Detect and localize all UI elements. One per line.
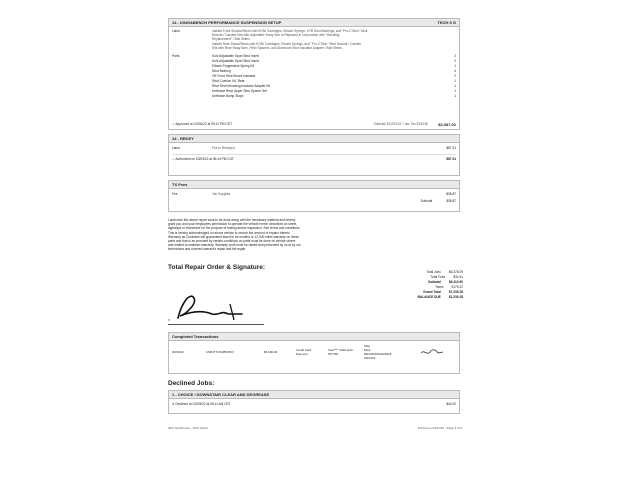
fee-label: Fee [172, 192, 178, 196]
fees-title: TX Fees [172, 182, 188, 187]
totals-value: $1,239.28 [448, 295, 463, 299]
totals-value: $7,239.28 [448, 290, 463, 294]
job-section-suspension [168, 18, 460, 130]
document-page [158, 12, 476, 470]
declined-job-title: 1 - CHOICE / DOWNSTAIR CLEAR AND DEGREASE [172, 392, 270, 397]
job-title: 14 - KING&BENCH PERFORMANCE SUSPENSION SETUP [172, 20, 282, 25]
totals-label: Taxes [435, 285, 444, 289]
part-name: Eibach Progressive Spring Kit [212, 64, 255, 69]
part-qty: 4 [454, 69, 456, 74]
declined-status: ✗ Declined on 03/03/22 at 09:11 AM CDT [172, 402, 231, 406]
transaction-signature-image [420, 347, 444, 357]
part-qty: 1 [454, 79, 456, 84]
declined-job-section [168, 390, 460, 414]
fee-description: Job Supplies [212, 192, 231, 196]
job-total: $3,087.02 [438, 122, 456, 127]
transactions-section [168, 332, 460, 374]
part-name: Urethane Rear Upper Strut Spacer Set [212, 89, 267, 94]
job-section-rekey [168, 134, 460, 176]
declined-amount: $44.00 [446, 402, 456, 406]
part-name: Strut Cushion Kit, Rear [212, 79, 245, 84]
transaction-meta [364, 344, 414, 360]
totals-value: $34.51 [453, 275, 463, 279]
disclaimer-line: and related to maintain warranty. Warranty work must be raised and performed by us at by our [168, 243, 301, 248]
labor-row [169, 146, 459, 151]
labor-line: Kits with Rear Sway Bars, Pinto Spacers, and Aluminum Strut Insulator Adapter / Bolt Shims [212, 45, 342, 50]
declined-job-header [169, 391, 459, 399]
meta-line: REVADS9S2922926 [364, 352, 392, 356]
transaction-amount: $6,000.00 [264, 350, 278, 354]
authorization-disclaimer [168, 218, 368, 252]
transaction-ref: CSBJ7TUSN89XDIV [206, 350, 234, 354]
job-approval-row [169, 122, 459, 127]
totals-row [363, 295, 463, 300]
fee-subtotal-row [169, 199, 459, 204]
job-header [169, 135, 459, 143]
meta-line: ARC019 [364, 356, 376, 360]
job-approval-row [169, 157, 459, 162]
totals-label: Grand Total [423, 290, 441, 294]
labor-line: Installs Front Shocks/Struts with KONI Cartridges, Eibach Springs, KYB Strut Bearings, and "Pro-C'Ston" Strut [212, 29, 368, 33]
fees-header [169, 181, 459, 189]
transactions-title: Completed Transactions [172, 334, 219, 339]
labor-line: Installs Rear Shock/Struts with KONI Cartridges, Eibach Springs, and "Pro-C'Ston" Strut Mounts / Camber [212, 41, 362, 46]
totals-value: $6,413.60 [448, 280, 463, 284]
disclaimer-line: I authorize the above repair work to be done along with the necessary material and hereby [168, 218, 296, 222]
declined-row [169, 402, 459, 407]
totals-label: Subtotal [428, 280, 441, 284]
totals-label: Total Jobs [426, 270, 441, 274]
part-qty: 1 [454, 64, 456, 69]
part-qty: 1 [454, 89, 456, 94]
part-name: Rear Strut Mounting Insulator Adapter Kit [212, 84, 271, 89]
labor-line: Mounts / Camber Kits with Adjustable Sway Sub to Replaced in conjunction with "Handling [212, 33, 340, 38]
signature-x: X [168, 318, 171, 322]
fee-subtotal: $38.87 [446, 199, 456, 203]
totals-title: Total Repair Order & Signature: [168, 264, 266, 271]
totals-value: $6,378.09 [448, 270, 463, 274]
totals-label: Total Fees [430, 275, 446, 279]
parts-list [212, 54, 456, 99]
parts-block [169, 52, 459, 101]
declined-heading: Declined Jobs: [168, 380, 215, 387]
fee-amount: $38.87 [446, 192, 456, 196]
labor-amount: $87.91 [446, 146, 456, 150]
job-header [169, 19, 459, 27]
transaction-card: Visa**** 4416 Auth: 597768 [328, 348, 354, 356]
part-name: Strut Bearing [212, 69, 231, 74]
part-row [212, 94, 456, 99]
part-qty: 2 [454, 54, 456, 59]
job-title: 14 - REKEY [172, 136, 194, 141]
transaction-method: Credit Card Payment [296, 348, 312, 356]
disclaimer-line: Warranty as Contracts will guaranteed stand to be months or 12,000 miles warranty on these [168, 234, 299, 239]
transaction-row [169, 341, 459, 363]
disclaimer-line: technicians and covered warrant's repair and fail repair. [168, 247, 247, 252]
footer-right: Printed on 03/11/22 - Page 4 of 5 [418, 426, 462, 430]
labor-label: Labor [172, 29, 181, 33]
disclaimer-line: grant you and your employees permission to operate the vehicle herein described on street, [168, 222, 298, 227]
part-qty: 2 [454, 59, 456, 64]
part-qty: 1 [454, 84, 456, 89]
parts-label: Parts [172, 54, 180, 59]
subtotal-note: Subtotal: $3,093.52 + tax; Tax $194.50 [373, 122, 429, 126]
fees-section [168, 180, 460, 212]
labor-block [169, 27, 459, 52]
fee-row [169, 192, 459, 197]
part-name: OE Front Strut Mount Insulator [212, 74, 256, 79]
footer-left: APC Northbrook - SO# 13132 [168, 426, 208, 430]
totals-table [363, 270, 463, 300]
approval-status: ✓ Approved on 03/04/22 at 05:11 PM CDT [172, 122, 233, 126]
totals-label: BALANCE DUE [417, 295, 441, 299]
part-name: Urethane Bump Stops [212, 94, 244, 99]
labor-description: Fee to Rekeyed [212, 146, 235, 150]
signature-line [168, 324, 264, 325]
part-qty: 2 [454, 74, 456, 79]
job-total: $87.91 [446, 157, 456, 161]
signature-image [172, 288, 262, 326]
transactions-header [169, 333, 459, 341]
fee-subtotal-label: Subtotal [420, 199, 433, 203]
labor-description [212, 29, 367, 50]
disclaimer-line: This is hereby acknowledged on above vehicle to secure the amount of repairs thereto. [168, 230, 291, 235]
transaction-date: 03/03/22 [172, 350, 184, 354]
labor-label: Labor [172, 146, 181, 150]
meta-line: Mica [364, 348, 371, 352]
approval-status: ✓ Authorized on 03/04/22 at 06:44 PM CDT [172, 157, 234, 161]
job-code: TECH 5 G [437, 20, 456, 25]
meta-line: Ship [364, 344, 371, 348]
part-name: Koni Adjustable Sport Strut Insert [212, 59, 259, 64]
part-name: Koni Adjustable Sport Strut Insert [212, 54, 259, 59]
part-qty: 1 [454, 94, 456, 99]
totals-value: $179.22 [451, 285, 463, 289]
labor-line: Replacement" / Bolt Shims [212, 37, 250, 42]
disclaimer-line: parts and that is as provided by certain conditions on parts must be done on vehicle where [168, 239, 296, 244]
disclaimer-line: highways or elsewhere for the purpose of testing and/or inspection. See terms and conditions. [168, 226, 301, 231]
